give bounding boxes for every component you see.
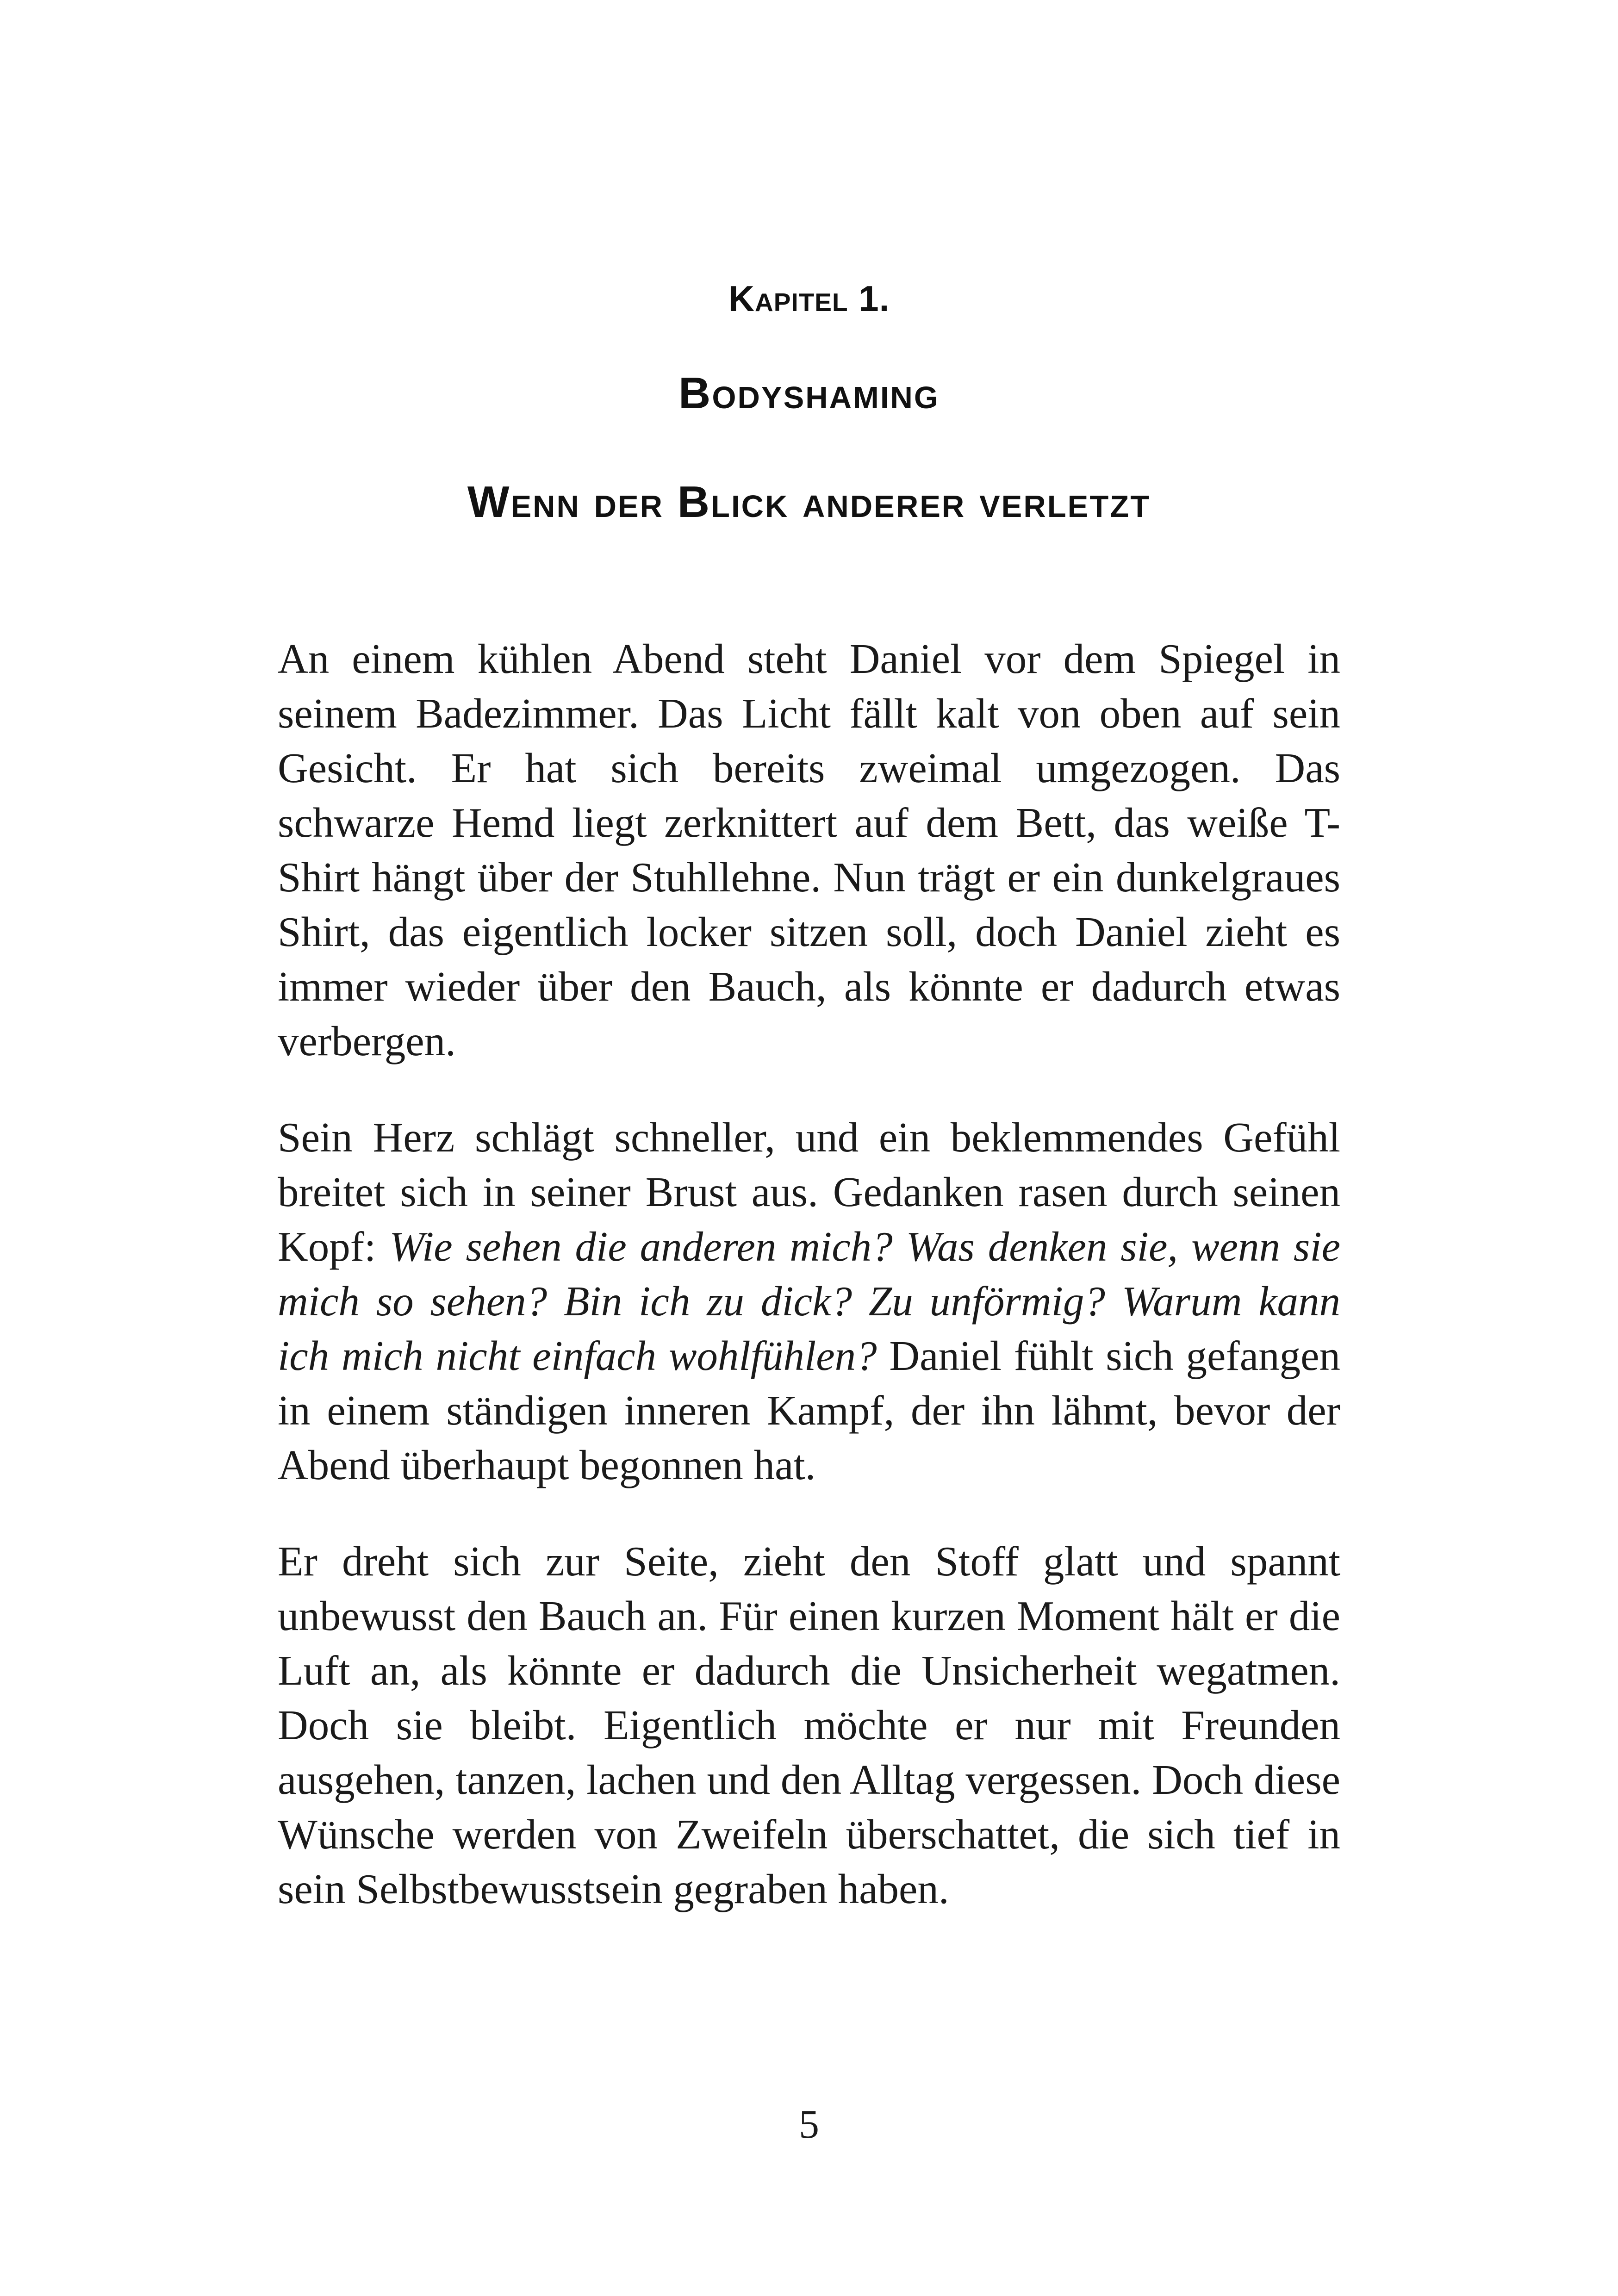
paragraph-2-tail: Daniel fühlt sich gefangen in einem ständigen inneren Kampf, der ihn lähmt, bevor der Abend überhaupt begonnen hat. [278, 1332, 1340, 1488]
page-number: 5 [799, 2102, 819, 2147]
paragraph-2-italic-thoughts: Wie sehen die anderen mich? Was denken sie, wenn sie mich so sehen? Bin ich zu dick? Zu unförmig? Warum kann ich mich nicht einfach wohlfühlen? [278, 1223, 1340, 1379]
chapter-title: Bodyshaming [678, 368, 940, 418]
body-text [278, 632, 1340, 1958]
paragraph-2-lead: Sein Herz schlägt schneller, und ein beklemmendes Gefühl breitet sich in seiner Brust aus. Gedanken rasen durch seinen Kopf: [278, 1114, 1340, 1270]
paragraph-1: An einem kühlen Abend steht Daniel vor dem Spiegel in seinem Badezimmer. Das Licht fällt kalt von oben auf sein Gesicht. Er hat sich bereits zweimal umgezogen. Das schwarze Hemd liegt zerknittert auf dem Bett, das weiße T-Shirt hängt über der Stuhllehne. Nun trägt er ein dunkelgraues Shirt, das eigentlich locker sitzen soll, doch Daniel zieht es immer wieder über den Bauch, als könnte er dadurch etwas verbergen. [278, 635, 1340, 1064]
chapter-label: Kapitel 1. [728, 278, 890, 319]
paragraph-2 [278, 1110, 1340, 1493]
paragraph-3: Er dreht sich zur Seite, zieht den Stoff glatt und spannt unbewusst den Bauch an. Für einen kurzen Moment hält er die Luft an, als könnte er dadurch die Unsicherheit wegatmen. Doch sie bleibt. Eigentlich möchte er nur mit Freunden ausgehen, tanzen, lachen und den Alltag vergessen. Doch diese Wünsche werden von Zweifeln überschattet, die sich tief in sein Selbstbewusstsein gegraben haben. [278, 1538, 1340, 1912]
chapter-subtitle: Wenn der Blick anderer verletzt [467, 477, 1151, 527]
